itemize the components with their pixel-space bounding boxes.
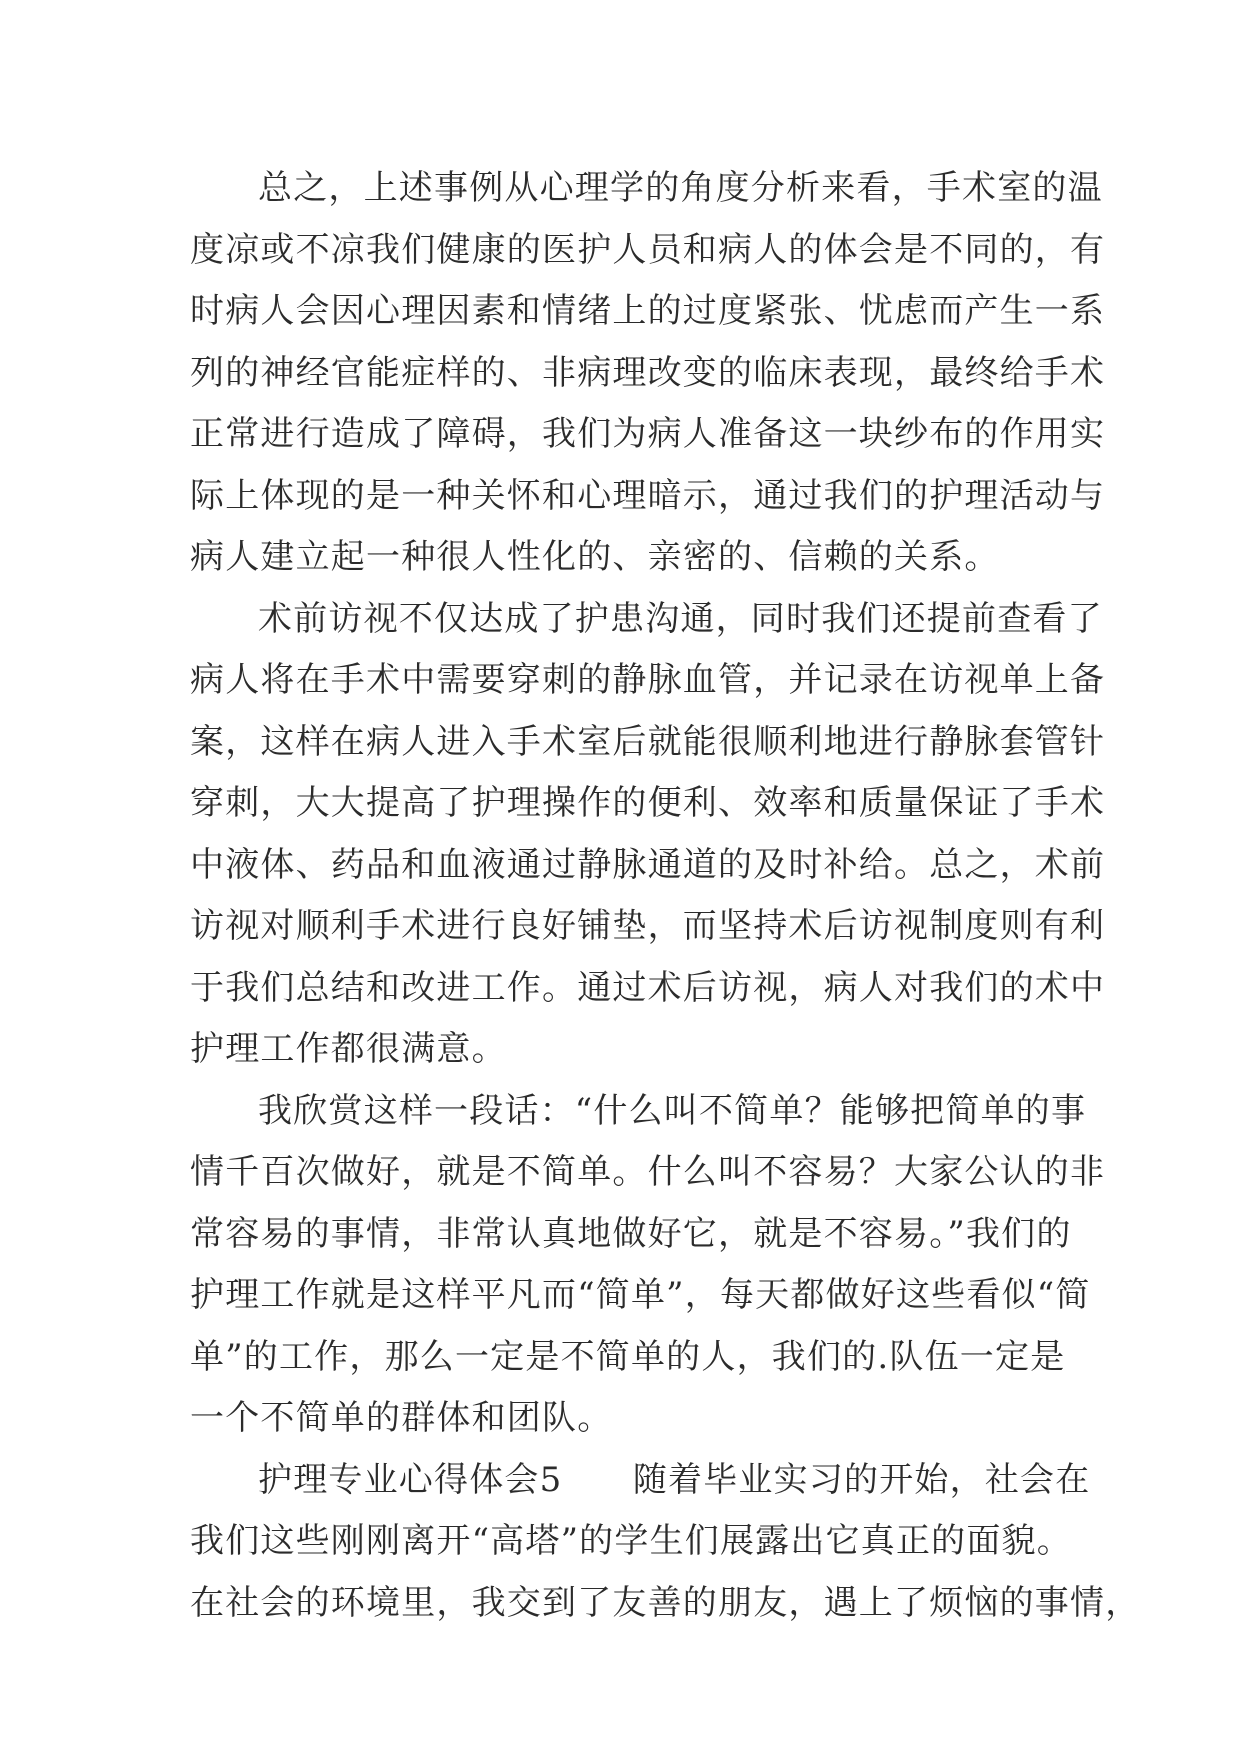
paragraph-1: [190, 158, 1106, 589]
text-line: 案，这样在病人进入手术室后就能很顺利地进行静脉套管针: [190, 721, 1106, 762]
text-line: 护理工作就是这样平凡而“简单”，每天都做好这些看似“简: [190, 1275, 1091, 1315]
document-body: [190, 158, 1141, 1634]
text-line: 正常进行造成了障碍，我们为病人准备这一块纱布的作用实: [190, 414, 1106, 454]
text-line: 护理专业心得体会5 随着毕业实习的开始，社会在: [258, 1459, 1091, 1500]
text-line: 情千百次做好，就是不简单。什么叫不容易？大家公认的非: [190, 1152, 1106, 1192]
text-line: 度凉或不凉我们健康的医护人员和病人的体会是不同的，有: [190, 229, 1106, 270]
paragraph-4: [190, 1450, 1141, 1635]
paragraph-2: [190, 589, 1106, 1081]
text-line: 一个不简单的群体和团队。: [190, 1398, 613, 1438]
text-line: 列的神经官能症样的、非病理改变的临床表现，最终给手术: [190, 352, 1106, 393]
text-line: 病人建立起一种很人性化的、亲密的、信赖的关系。: [190, 537, 1000, 577]
text-line: 访视对顺利手术进行良好铺垫，而坚持术后访视制度则有利: [190, 906, 1106, 946]
text-line: 术前访视不仅达成了护患沟通，同时我们还提前查看了: [258, 598, 1103, 639]
paragraph-3: [190, 1081, 1106, 1450]
text-line: 时病人会因心理因素和情绪上的过度紧张、忧虑而产生一系: [190, 291, 1106, 331]
text-line: 我欣赏这样一段话：“什么叫不简单？能够把简单的事: [258, 1090, 1087, 1131]
text-line: 单”的工作，那么一定是不简单的人，我们的.队伍一定是: [190, 1336, 1066, 1377]
text-line: 中液体、药品和血液通过静脉通道的及时补给。总之，术前: [190, 844, 1106, 885]
text-line: 病人将在手术中需要穿刺的静脉血管，并记录在访视单上备: [190, 660, 1106, 700]
text-line: 于我们总结和改进工作。通过术后访视，病人对我们的术中: [190, 967, 1106, 1008]
text-line: 在社会的环境里，我交到了友善的朋友，遇上了烦恼的事情，: [190, 1582, 1141, 1623]
text-line: 护理工作都很满意。: [190, 1029, 507, 1069]
text-line: 穿刺，大大提高了护理操作的便利、效率和质量保证了手术: [190, 783, 1106, 823]
text-line: 总之，上述事例从心理学的角度分析来看，手术室的温: [258, 168, 1103, 208]
text-line: 我们这些刚刚离开“高塔”的学生们展露出它真正的面貌。: [190, 1521, 1072, 1561]
text-line: 际上体现的是一种关怀和心理暗示，通过我们的护理活动与: [190, 475, 1106, 516]
text-line: 常容易的事情，非常认真地做好它，就是不容易。”我们的: [190, 1213, 1072, 1254]
